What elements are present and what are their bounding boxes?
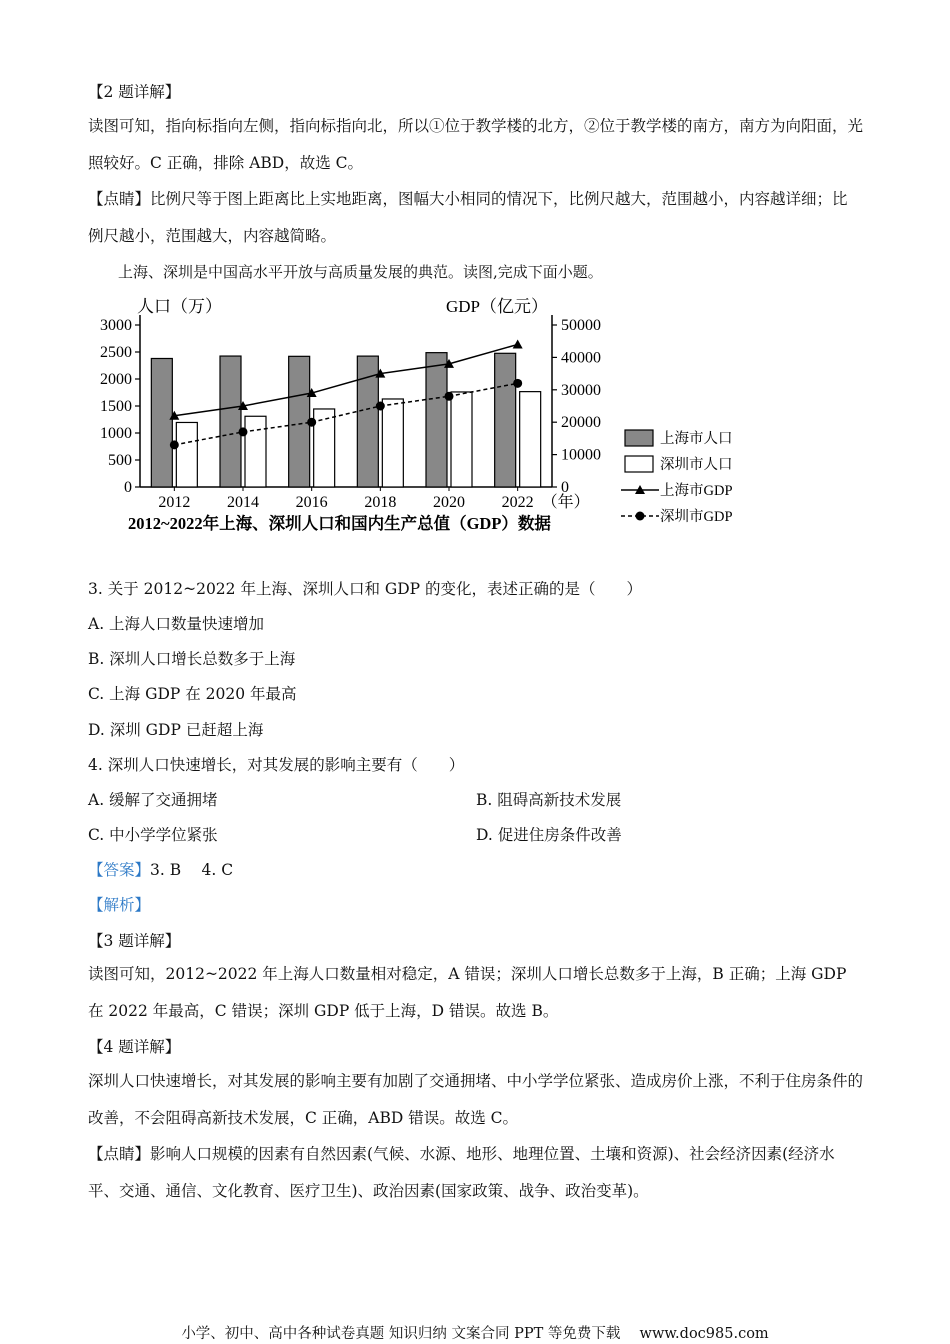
- legend-item-0-label: 上海市人口: [660, 431, 733, 447]
- chart-legend: [621, 430, 733, 525]
- shenzhen-gdp-point: [170, 440, 179, 449]
- left-tick-label: 500: [108, 452, 132, 469]
- tip-label: 【点睛】: [88, 1145, 151, 1163]
- bar-shenzhen-population: [314, 409, 335, 487]
- right-tick-label: 20000: [561, 414, 601, 432]
- chart-bars: [151, 353, 540, 487]
- right-tick-label: 0: [561, 479, 569, 496]
- section-heading-q3: 【3 题详解】: [88, 932, 181, 950]
- shenzhen-gdp-point: [239, 427, 248, 436]
- section-body-q3: 读图可知，2012~2022 年上海人口数量相对稳定，A 错误；深圳人口增长总数多于上海，B 正确；上海 GDP 在 2022 年最高，C 错误；深圳 GDP 低于上海，D 错误。故选 B。: [88, 965, 847, 1020]
- x-tick-label: 2018: [364, 494, 397, 511]
- tip-body: 比例尺等于图上距离比上实地距离，图幅大小相同的情况下，比例尺越大，范围越小，内容越详细；比例尺越小，范围越大，内容越简略。: [88, 190, 848, 245]
- bar-shenzhen-population: [245, 416, 266, 487]
- legend-item-0-swatch: [625, 430, 653, 446]
- legend-item-1-label: 深圳市人口: [660, 457, 733, 473]
- question-4-option-c: C. 中小学学位紧张: [88, 826, 218, 844]
- question-3-option-a: A. 上海人口数量快速增加: [88, 615, 265, 633]
- tip-paragraph-q2: [88, 181, 863, 255]
- x-unit-label: （年）: [541, 494, 590, 511]
- legend-item-3-label: 深圳市GDP: [660, 509, 733, 525]
- chart-axes: [135, 315, 557, 491]
- shenzhen-gdp-point: [445, 392, 454, 401]
- question-3-stem: 3. 关于 2012~2022 年上海、深圳人口和 GDP 的变化，表述正确的是（ ）: [88, 580, 643, 598]
- section-body-q4: 深圳人口快速增长，对其发展的影响主要有加剧了交通拥堵、中小学学位紧张、造成房价上涨，不利于住房条件的改善，不会阻碍高新技术发展，C 正确，ABD 错误。故选 C。: [88, 1072, 864, 1127]
- shanghai-gdp-point: [513, 339, 523, 348]
- section-body-q2: 读图可知，指向标指向左侧，指向标指向北，所以①位于教学楼的北方，②位于教学楼的南方，南方为向阳面，光照较好。C 正确，排除 ABD，故选 C。: [88, 117, 864, 172]
- answer-value: 3. B 4. C: [150, 861, 234, 879]
- left-axis-label: 人口（万）: [137, 297, 222, 316]
- tip-label: 【点睛】: [88, 190, 151, 208]
- left-tick-label: 3000: [100, 317, 132, 334]
- question-4-option-b: B. 阻碍高新技术发展: [476, 791, 622, 809]
- x-tick-label: 2022: [501, 494, 534, 511]
- legend-item-1-swatch: [625, 456, 653, 472]
- page-footer: 小学、初中、高中各种试卷真题 知识归纳 文案合同 PPT 等免费下载 www.doc985.com: [181, 1326, 769, 1342]
- legend-item-2-label: 上海市GDP: [660, 483, 733, 499]
- analysis-label: 【解析】: [88, 896, 151, 914]
- bar-shanghai-population: [220, 356, 241, 487]
- chart-title: 2012~2022年上海、深圳人口和国内生产总值（GDP）数据: [128, 514, 551, 533]
- bar-shenzhen-population: [176, 422, 197, 487]
- tip-body: 影响人口规模的因素有自然因素(气候、水源、地形、地理位置、土壤和资源)、社会经济因素(经济水平、交通、通信、文化教育、医疗卫生)、政治因素(国家政策、战争、政治变革)。: [88, 1145, 835, 1200]
- right-tick-label: 30000: [561, 381, 601, 399]
- bar-shanghai-population: [495, 353, 516, 487]
- question-3-option-d: D. 深圳 GDP 已赶超上海: [88, 721, 264, 739]
- section-heading-q4: 【4 题详解】: [88, 1038, 181, 1056]
- left-tick-label: 2500: [100, 344, 132, 361]
- tip-paragraph-final: [88, 1136, 863, 1210]
- question-4-option-a: A. 缓解了交通拥堵: [88, 791, 218, 809]
- legend-item-3-marker: [636, 512, 645, 521]
- intro-text: 上海、深圳是中国高水平开放与高质量发展的典范。读图,完成下面小题。: [118, 263, 603, 281]
- question-4-option-d: D. 促进住房条件改善: [476, 826, 622, 844]
- right-tick-label: 50000: [561, 317, 601, 334]
- bar-shanghai-population: [289, 356, 310, 487]
- left-tick-label: 2000: [100, 371, 132, 388]
- x-tick-label: 2012: [158, 494, 191, 511]
- left-tick-label: 0: [124, 479, 132, 496]
- bar-shanghai-population: [426, 353, 447, 487]
- section-heading-q2: 【2 题详解】: [88, 83, 181, 101]
- shenzhen-gdp-point: [513, 379, 522, 388]
- answer-line: [88, 860, 233, 880]
- bar-shenzhen-population: [451, 392, 472, 487]
- right-tick-label: 40000: [561, 349, 601, 367]
- shenzhen-gdp-point: [307, 418, 316, 427]
- bar-shenzhen-population: [520, 392, 541, 487]
- question-4-stem: 4. 深圳人口快速增长，对其发展的影响主要有（ ）: [88, 756, 465, 774]
- population-gdp-chart: [80, 295, 760, 545]
- left-tick-label: 1000: [100, 425, 132, 442]
- right-tick-label: 10000: [561, 446, 601, 464]
- left-tick-label: 1500: [100, 398, 132, 415]
- right-axis-label: GDP（亿元）: [445, 297, 548, 316]
- x-tick-label: 2016: [295, 494, 328, 511]
- answer-label: 【答案】: [88, 861, 151, 879]
- shenzhen-gdp-point: [376, 402, 385, 411]
- x-tick-label: 2020: [433, 494, 465, 511]
- question-3-option-c: C. 上海 GDP 在 2020 年最高: [88, 685, 297, 703]
- bar-shanghai-population: [151, 358, 172, 487]
- bar-shenzhen-population: [382, 399, 403, 487]
- x-tick-label: 2014: [227, 494, 259, 511]
- question-3-option-b: B. 深圳人口增长总数多于上海: [88, 650, 296, 668]
